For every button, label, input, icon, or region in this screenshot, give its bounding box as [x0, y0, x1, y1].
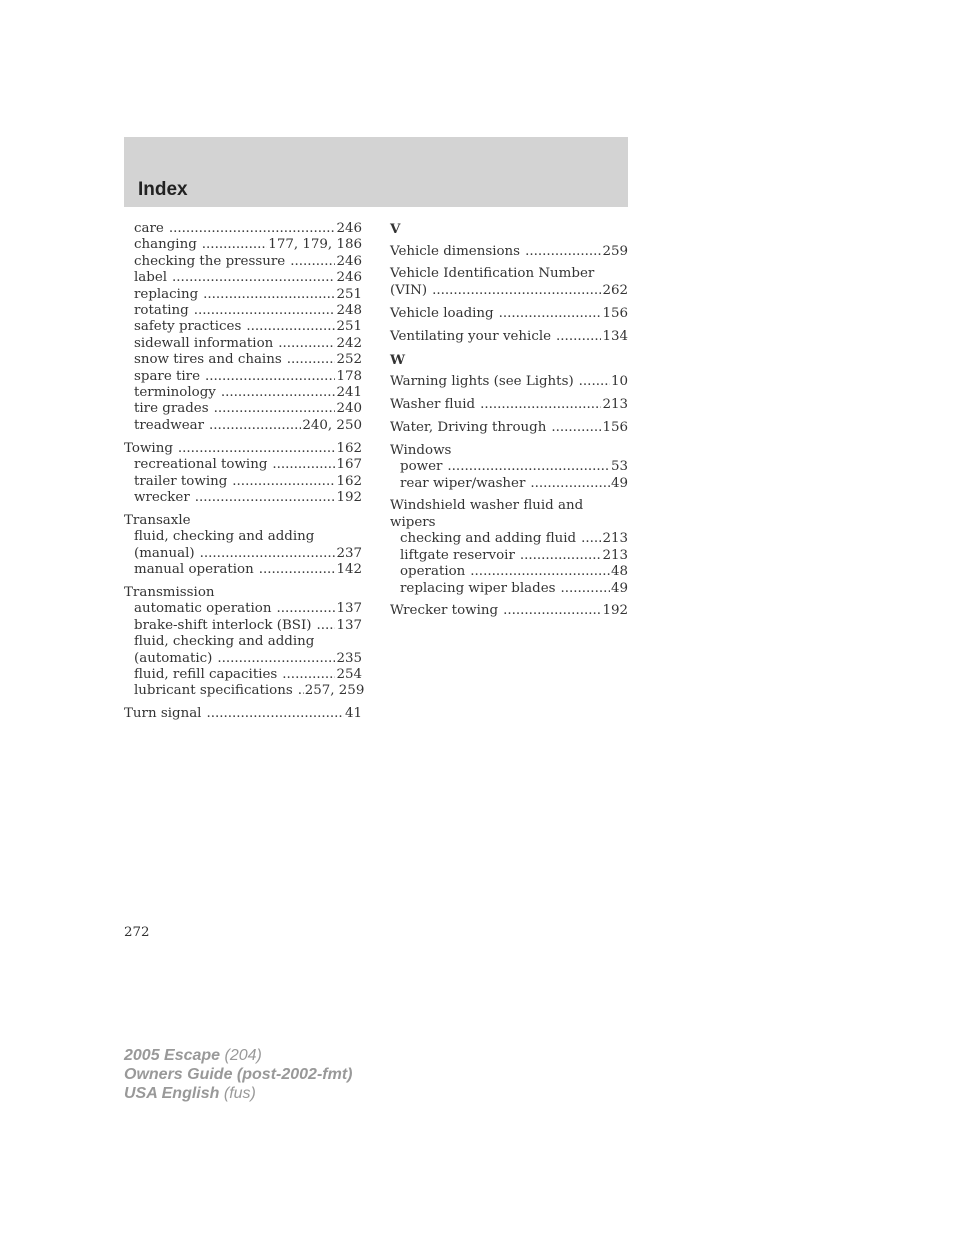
index-entry-label: Towing [124, 440, 173, 456]
index-entry [124, 441, 362, 457]
dot-leader [520, 548, 602, 564]
index-entry-label: (automatic) [134, 650, 213, 666]
index-entry-pages: 251 [336, 319, 362, 335]
index-column-left [124, 221, 365, 723]
index-entry-label: Washer fluid [390, 396, 476, 412]
index-entry [390, 283, 628, 299]
index-entry-label: rear wiper/washer [400, 475, 526, 491]
index-entry-pages: 240, 250 [302, 417, 362, 433]
index-entry [390, 476, 628, 492]
dot-leader [298, 683, 304, 699]
dot-leader [290, 254, 335, 270]
index-entry-pages: 49 [610, 475, 628, 491]
index-entry-pages: 53 [610, 459, 628, 475]
index-entry-pages: 192 [602, 603, 628, 619]
dot-leader [203, 287, 335, 303]
index-entry-label: label [134, 270, 168, 286]
index-entry-pages: 251 [336, 286, 362, 302]
index-entry-label: changing [134, 237, 197, 253]
index-entry-label: (VIN) [390, 282, 428, 298]
index-entry-label: (manual) [134, 545, 195, 561]
index-entry-label: liftgate reservoir [400, 547, 515, 563]
dot-leader [499, 306, 602, 322]
index-entry [124, 667, 362, 683]
index-letter-heading: V [390, 221, 401, 237]
index-entry-label: rotating [134, 303, 189, 319]
dot-leader [217, 651, 335, 667]
index-entry-pages: 49 [610, 580, 628, 596]
index-letter-heading: W [390, 351, 406, 368]
index-entry-pages: 167 [336, 457, 362, 473]
dot-leader [316, 618, 335, 634]
index-entry-pages: 240 [336, 401, 362, 417]
index-entry-label: Vehicle loading [390, 305, 494, 321]
footer-model-code: (204) [224, 1047, 262, 1064]
dot-leader [209, 418, 301, 434]
dot-leader [579, 374, 610, 390]
index-entry-pages: 41 [344, 706, 362, 722]
index-entry-label: treadwear [134, 417, 205, 433]
index-entry-pages: 177, 179, 186 [268, 237, 362, 253]
index-entry-pages: 142 [336, 562, 362, 578]
index-entry [390, 548, 628, 564]
index-entry-label: lubricant specifications [134, 683, 293, 699]
dot-leader [205, 369, 335, 385]
dot-leader [214, 401, 336, 417]
index-entry-label: Wrecker towing [390, 603, 499, 619]
index-entry [390, 420, 628, 436]
index-entry-pages: 259 [602, 243, 628, 259]
index-entry [390, 498, 628, 514]
index-entry [124, 618, 362, 634]
index-entry-pages: 237 [336, 545, 362, 561]
index-entry-label: trailer towing [134, 473, 228, 489]
index-entry [124, 513, 362, 529]
footer-guide: Owners Guide (post-2002-fmt) [124, 1066, 353, 1083]
index-entry [124, 319, 362, 335]
index-entry [124, 706, 362, 722]
index-entry [124, 529, 362, 545]
index-entry-label: Windshield washer fluid and [390, 498, 584, 514]
index-entry-label: replacing wiper blades [400, 580, 556, 596]
index-entry [390, 459, 628, 475]
dot-leader [221, 385, 336, 401]
index-entry [124, 634, 362, 650]
index-entry-label: checking the pressure [134, 253, 286, 269]
dot-leader [206, 706, 343, 722]
index-entry-pages: 262 [602, 282, 628, 298]
index-entry [124, 601, 362, 617]
dot-leader [470, 564, 610, 580]
index-entry [124, 221, 362, 237]
index-entry [124, 237, 362, 253]
index-entry-pages: 235 [336, 650, 362, 666]
dot-leader [287, 352, 336, 368]
index-entry [124, 585, 362, 601]
index-entry-pages: 248 [336, 303, 362, 319]
index-entry [390, 443, 628, 459]
index-entry-pages: 252 [336, 352, 362, 368]
dot-leader [246, 319, 335, 335]
dot-leader [232, 474, 335, 490]
dot-leader [282, 667, 335, 683]
index-entry [124, 254, 362, 270]
index-entry [124, 474, 362, 490]
index-entry-label: spare tire [134, 368, 200, 384]
index-entry [390, 266, 628, 282]
footer-language: USA English [124, 1085, 220, 1102]
index-entry [390, 581, 628, 597]
index-entry [124, 546, 362, 562]
index-entry-label: terminology [134, 385, 216, 401]
index-entry-pages: 10 [610, 374, 628, 390]
index-entry-pages: 246 [336, 253, 362, 269]
index-entry-label: sidewall information [134, 335, 274, 351]
index-entry-label: Vehicle Identification Number [390, 266, 595, 282]
index-entry-pages: 257, 259 [304, 683, 365, 699]
dot-leader [503, 603, 601, 619]
dot-leader [276, 601, 335, 617]
index-entry-pages: 241 [336, 385, 362, 401]
index-entry [124, 490, 362, 506]
index-entry [124, 336, 362, 352]
index-entry-label: Turn signal [124, 706, 202, 722]
dot-leader [202, 237, 268, 253]
index-entry [124, 270, 362, 286]
index-entry-label: replacing [134, 286, 199, 302]
index-entry-label: recreational towing [134, 457, 268, 473]
dot-leader [272, 457, 335, 473]
index-entry [124, 369, 362, 385]
index-entry-pages: 156 [602, 419, 628, 435]
index-entry [124, 683, 365, 699]
index-entry-pages: 48 [610, 564, 628, 580]
index-entry-pages: 246 [336, 221, 362, 236]
index-entry-pages: 162 [336, 473, 362, 489]
index-entry-label: operation [400, 564, 466, 580]
dot-leader [525, 244, 601, 260]
dot-leader [178, 441, 336, 457]
index-entry [124, 303, 362, 319]
index-entry-label: safety practices [134, 319, 242, 335]
index-entry-pages: 162 [336, 440, 362, 456]
index-entry-pages: 137 [336, 617, 362, 633]
index-column-right [390, 221, 628, 620]
index-entry [390, 515, 628, 531]
index-entry-label: brake-shift interlock (BSI) [134, 617, 312, 633]
index-entry [124, 418, 362, 434]
index-entry-label: snow tires and chains [134, 352, 282, 368]
index-entry-label: fluid, checking and adding [134, 529, 315, 545]
index-entry [124, 651, 362, 667]
dot-leader [195, 490, 336, 506]
dot-leader [278, 336, 335, 352]
index-entry [390, 531, 628, 547]
index-entry [390, 306, 628, 322]
index-entry-pages: 134 [602, 328, 628, 344]
index-entry-label: tire grades [134, 401, 209, 417]
index-entry [124, 562, 362, 578]
index-entry-label: automatic operation [134, 601, 272, 617]
index-entry-label: Water, Driving through [390, 419, 547, 435]
index-entry-pages: 242 [336, 335, 362, 351]
index-entry-pages: 178 [336, 368, 362, 384]
dot-leader [447, 459, 610, 475]
dot-leader [432, 283, 601, 299]
index-entry [390, 603, 628, 619]
index-entry [390, 374, 628, 390]
index-entry-pages: 213 [602, 396, 628, 412]
index-entry-pages: 156 [602, 305, 628, 321]
index-entry-label: Transmission [124, 585, 215, 601]
index-entry-label: manual operation [134, 562, 254, 578]
index-entry [390, 329, 628, 345]
index-entry [124, 385, 362, 401]
index-entry [390, 244, 628, 260]
index-entry-pages: 254 [336, 667, 362, 683]
dot-leader [194, 303, 336, 319]
section-title: Index [138, 179, 188, 200]
index-entry-label: wrecker [134, 490, 190, 505]
index-entry-label: wipers [390, 514, 436, 530]
dot-leader [551, 420, 601, 436]
dot-leader [581, 531, 601, 547]
index-entry [124, 401, 362, 417]
index-entry-label: fluid, refill capacities [134, 667, 278, 683]
index-entry-pages: 213 [602, 531, 628, 547]
index-entry-pages: 246 [336, 270, 362, 286]
index-entry-label: checking and adding fluid [400, 531, 577, 547]
document-footer [124, 1046, 352, 1103]
dot-leader [200, 546, 336, 562]
dot-leader [172, 270, 335, 286]
index-entry [124, 352, 362, 368]
dot-leader [561, 581, 610, 597]
index-entry-label: Vehicle dimensions [390, 243, 521, 259]
index-entry-pages: 213 [602, 547, 628, 563]
index-entry [390, 564, 628, 580]
dot-leader [169, 221, 336, 237]
dot-leader [259, 562, 336, 578]
index-entry [390, 397, 628, 413]
index-entry-pages: 137 [336, 601, 362, 617]
index-entry-pages: 192 [336, 490, 362, 505]
index-entry [124, 287, 362, 303]
dot-leader [480, 397, 601, 413]
index-entry-label: Warning lights (see Lights) [390, 374, 574, 390]
index-entry-label: power [400, 459, 443, 475]
footer-language-code: (fus) [223, 1085, 256, 1102]
index-entry-label: fluid, checking and adding [134, 634, 315, 650]
section-header [124, 137, 628, 207]
page-number: 272 [124, 925, 150, 940]
index-entry-label: Transaxle [124, 512, 191, 528]
footer-model: 2005 Escape [124, 1047, 221, 1064]
dot-leader [530, 476, 610, 492]
index-entry [124, 457, 362, 473]
dot-leader [556, 329, 601, 345]
index-entry-label: Ventilating your vehicle [390, 328, 552, 344]
index-entry-label: Windows [390, 442, 452, 458]
index-entry-label: care [134, 221, 164, 236]
